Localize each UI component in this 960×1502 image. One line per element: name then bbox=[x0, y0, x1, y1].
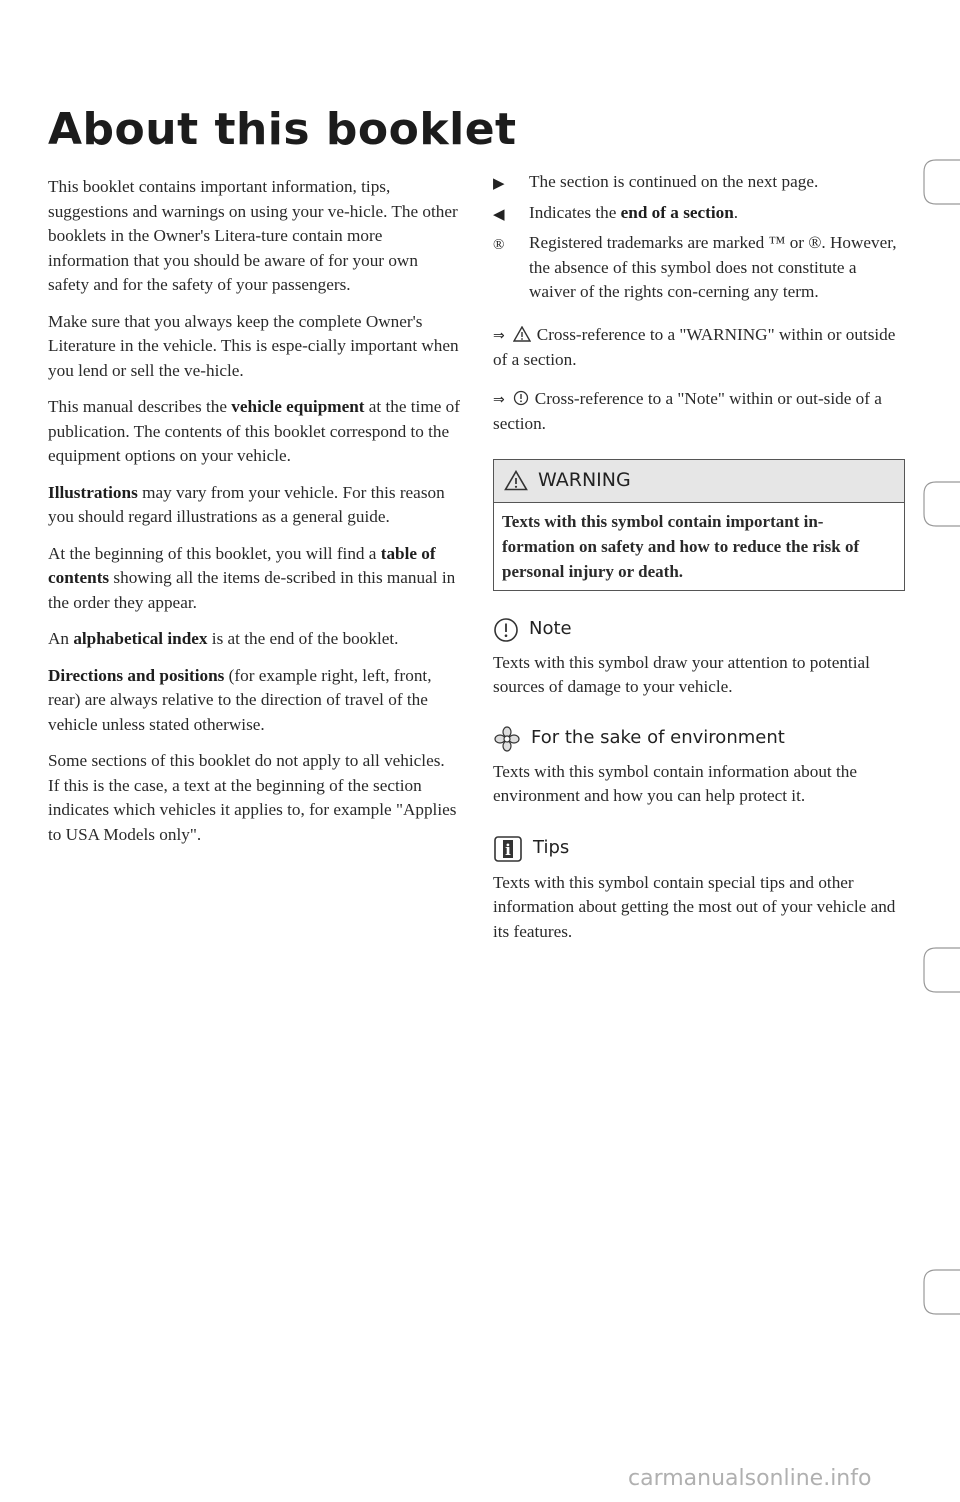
xref-warning bbox=[493, 323, 905, 373]
body-paragraph bbox=[48, 664, 460, 738]
text-run: at the time of publication. The contents of this booklet correspond to the equipment options on your vehicle. bbox=[48, 397, 460, 465]
symbol-end-pre: Indicates the bbox=[529, 202, 621, 222]
tips-heading bbox=[493, 835, 905, 863]
right-column bbox=[493, 170, 905, 956]
bold-term: Directions and positions bbox=[48, 665, 225, 685]
warning-box bbox=[493, 459, 905, 591]
note-body: Texts with this symbol draw your attention to potential sources of damage to your vehicle. bbox=[493, 652, 870, 696]
body-paragraph bbox=[48, 481, 460, 530]
symbol-end-bold: end of a section bbox=[620, 202, 734, 222]
environment-body: Texts with this symbol contain information about the environment and how you can help protect it. bbox=[493, 761, 857, 805]
symbol-end-text bbox=[529, 201, 905, 226]
text-run: may vary from your vehicle. For this reason you should regard illustrations as a general guide. bbox=[48, 482, 445, 526]
text-run: Some sections of this booklet do not apply to all vehicles. If this is the case, a text at the beginning of the section indicates which vehicles it applies to, for example "Applies to USA Models only". bbox=[48, 751, 457, 844]
symbol-continued-text: The section is continued on the next page. bbox=[529, 172, 819, 191]
page-tab-marker bbox=[918, 946, 960, 994]
note-heading bbox=[493, 617, 905, 643]
xref-note bbox=[493, 387, 905, 437]
text-run: is at the end of the booklet. bbox=[207, 629, 399, 648]
symbol-registered-text: Registered trademarks are marked ™ or ®. However, the absence of this symbol does not constitute a waiver of the rights con-cerning any term. bbox=[529, 233, 897, 301]
warning-title: WARNING bbox=[538, 469, 631, 492]
body-paragraph bbox=[48, 395, 460, 469]
body-paragraph bbox=[48, 542, 460, 616]
note-circle-icon bbox=[493, 617, 519, 643]
body-paragraph bbox=[48, 310, 460, 384]
page-tab-marker bbox=[918, 480, 960, 528]
left-column bbox=[48, 175, 460, 859]
end-arrow-icon: ◀ bbox=[493, 206, 505, 223]
text-run: Make sure that you always keep the complete Owner's Literature in the vehicle. This is espe-cially important when you lend or sell the ve-hicle. bbox=[48, 311, 459, 380]
symbol-row-continued bbox=[493, 170, 905, 197]
symbol-end-post: . bbox=[733, 202, 739, 222]
text-run: This booklet contains important information, tips, suggestions and warnings on using your ve-hicle. The other booklets in the Owner's Litera-ture contain more information that you should be aware of for your own safety and for the safety of your passengers. bbox=[48, 177, 458, 294]
body-paragraph bbox=[48, 627, 460, 652]
xref-arrow-icon: ⇒ bbox=[493, 391, 505, 408]
xref-warning-text: Cross-reference to a "WARNING" within or outside of a section. bbox=[493, 324, 896, 369]
text-run: showing all the items de-scribed in this manual in the order they appear. bbox=[48, 568, 456, 612]
text-run: An bbox=[48, 629, 74, 648]
body-paragraph bbox=[48, 175, 460, 298]
warning-body: Texts with this symbol contain important in-formation on safety and how to reduce the risk of personal injury or death. bbox=[502, 511, 860, 581]
note-circle-icon bbox=[513, 390, 529, 406]
registered-icon: ® bbox=[493, 237, 505, 253]
xref-arrow-icon: ⇒ bbox=[493, 327, 505, 344]
environment-title: For the sake of environment bbox=[531, 727, 785, 749]
body-paragraph bbox=[48, 749, 460, 847]
note-title: Note bbox=[529, 618, 572, 640]
page-title: About this booklet bbox=[48, 104, 517, 155]
tips-body: Texts with this symbol contain special tips and other information about getting the most out of your vehicle and its features. bbox=[493, 872, 896, 941]
symbol-row-registered bbox=[493, 231, 905, 305]
xref-note-text: Cross-reference to a "Note" within or out-side of a section. bbox=[493, 388, 882, 433]
svg-text:i: i bbox=[505, 840, 511, 859]
tips-title: Tips bbox=[533, 837, 570, 859]
text-run: (for example right, left, front, rear) are always relative to the direction of travel of the vehicle unless stated otherwise. bbox=[48, 665, 432, 734]
warning-triangle-icon bbox=[513, 326, 531, 342]
info-book-icon bbox=[493, 835, 523, 863]
bold-term: table of contents bbox=[48, 543, 436, 587]
warning-heading bbox=[494, 460, 904, 503]
bold-term: vehicle equipment bbox=[231, 397, 365, 416]
flower-icon bbox=[493, 726, 521, 752]
warning-triangle-icon bbox=[504, 470, 528, 491]
page-tab-marker bbox=[918, 1268, 960, 1316]
continued-arrow-icon: ▶ bbox=[493, 176, 505, 192]
environment-heading bbox=[493, 726, 905, 752]
symbol-row-end bbox=[493, 201, 905, 228]
text-run: This manual describes the bbox=[48, 397, 232, 416]
page-tab-marker bbox=[918, 158, 960, 206]
watermark: carmanualsonline.info bbox=[628, 1466, 872, 1491]
bold-term: alphabetical index bbox=[73, 629, 208, 648]
text-run: At the beginning of this booklet, you will find a bbox=[48, 543, 381, 563]
bold-term: Illustrations bbox=[48, 482, 138, 502]
